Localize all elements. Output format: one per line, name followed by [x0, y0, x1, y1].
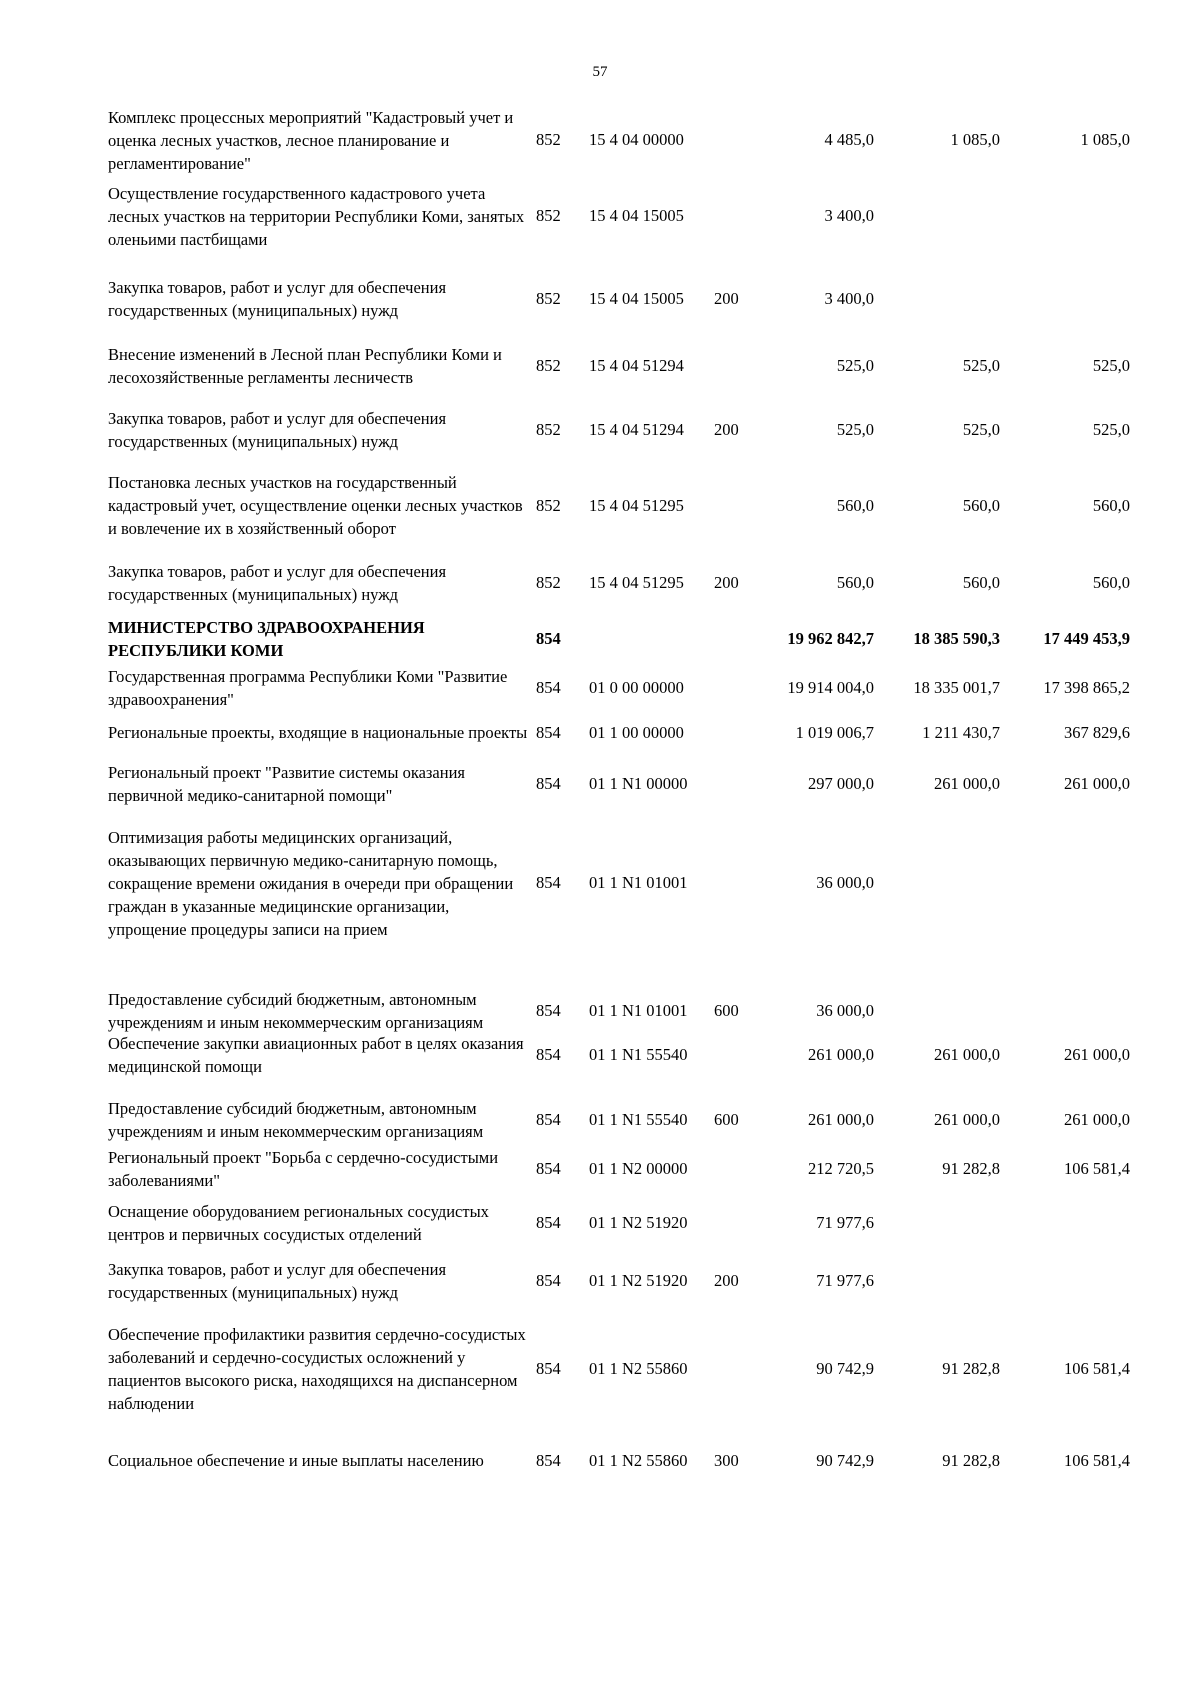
table-row: [0, 760, 1200, 808]
row-amount-year-2: 18 335 001,7: [913, 678, 1000, 697]
row-admin-code: 854: [536, 1159, 561, 1178]
row-admin-code: 852: [536, 206, 561, 225]
row-admin-code: 854: [536, 722, 561, 742]
table-row: [0, 402, 1200, 457]
row-target-code: 15 4 04 51294: [589, 419, 684, 439]
row-name: Постановка лесных участков на государственный кадастровый учет, осуществление оценки лесных участков и вовлечение их в хозяйственный оборот: [108, 473, 523, 538]
row-target-code: 01 1 N1 55540: [589, 1045, 688, 1064]
row-target-code: 15 4 04 51295: [589, 495, 684, 515]
row-target-code: 01 1 N1 55540: [589, 1110, 688, 1129]
row-admin-code: 854: [536, 1270, 561, 1290]
row-amount-year-3: 106 581,4: [1064, 1450, 1130, 1470]
row-target-code: 01 1 N1 01001: [589, 1001, 688, 1020]
table-row: [0, 180, 1200, 252]
table-row: [0, 710, 1200, 755]
table-row: [0, 555, 1200, 610]
row-amount-year-1: 36 000,0: [816, 873, 874, 892]
row-name: Оптимизация работы медицинских организаций, оказывающих первичную медико-санитарную помощь, сокращение времени ожидания в очереди при обращении граждан в указанные медицинские организации, упрощение процедуры записи на прием: [108, 827, 514, 939]
row-amount-year-1: 19 914 004,0: [787, 678, 874, 697]
row-amount-year-2: 91 282,8: [942, 1159, 1000, 1178]
row-amount-year-1: 90 742,9: [816, 1359, 874, 1378]
row-target-code: 15 4 04 00000: [589, 130, 684, 149]
row-amount-year-3: 106 581,4: [1064, 1359, 1130, 1378]
row-admin-code: 854: [536, 873, 561, 892]
row-name: Закупка товаров, работ и услуг для обеспечения государственных (муниципальных) нужд: [108, 561, 447, 604]
row-name: Социальное обеспечение и иные выплаты населению: [108, 1451, 484, 1470]
row-name: Предоставление субсидий бюджетным, автономным учреждениям и иным некоммерческим организациям: [108, 1099, 484, 1141]
row-expense-type: 600: [714, 1001, 739, 1020]
row-target-code: 01 1 N2 55860: [589, 1450, 688, 1470]
row-amount-year-1: 36 000,0: [816, 1001, 874, 1020]
row-name: Предоставление субсидий бюджетным, автономным учреждениям и иным некоммерческим организациям: [108, 990, 484, 1032]
row-amount-year-2: [880, 1255, 1000, 1306]
row-amount-year-2: 560,0: [962, 572, 1000, 592]
row-amount-year-1: 297 000,0: [808, 774, 874, 793]
row-amount-year-2: 560,0: [962, 495, 1000, 515]
row-amount-year-3: 367 829,6: [1064, 722, 1130, 742]
row-amount-year-1: 525,0: [836, 419, 874, 439]
row-amount-year-3: 106 581,4: [1064, 1159, 1130, 1178]
row-amount-year-2: [880, 180, 1000, 252]
row-target-code: 01 1 00 00000: [589, 722, 684, 742]
row-amount-year-2: 1 211 430,7: [922, 722, 1000, 742]
row-admin-code: 852: [536, 495, 561, 515]
row-name: Оснащение оборудованием региональных сосудистых центров и первичных сосудистых отделений: [108, 1202, 489, 1244]
table-row: [0, 270, 1200, 328]
row-admin-code: 852: [536, 572, 561, 592]
row-expense-type: 200: [714, 289, 739, 308]
row-target-code: 15 4 04 51294: [589, 355, 684, 375]
row-amount-year-3: 261 000,0: [1064, 774, 1130, 793]
row-amount-year-3: [1006, 1192, 1130, 1254]
row-amount-year-2: 525,0: [962, 419, 1000, 439]
row-name: Обеспечение закупки авиационных работ в целях оказания медицинской помощи: [108, 1034, 524, 1076]
row-amount-year-3: [1006, 270, 1130, 328]
row-amount-year-1: 1 019 006,7: [795, 722, 874, 742]
row-name: Осуществление государственного кадастрового учета лесных участков на территории Республики Коми, занятых оленьими пастбищами: [108, 183, 525, 249]
table-row: [0, 104, 1200, 176]
row-name: Закупка товаров, работ и услуг для обеспечения государственных (муниципальных) нужд: [108, 278, 447, 320]
row-target-code: 01 1 N2 00000: [589, 1159, 688, 1178]
row-amount-year-3: 1 085,0: [1080, 130, 1130, 149]
row-admin-code: 852: [536, 355, 561, 375]
row-amount-year-3: 560,0: [1092, 572, 1130, 592]
row-amount-year-1: 261 000,0: [808, 1045, 874, 1064]
row-name: Обеспечение профилактики развития сердечно-сосудистых заболеваний и сердечно-сосудистых осложнений у пациентов высокого риска, находящихся на диспансерном наблюдении: [108, 1325, 526, 1413]
row-amount-year-2: 1 085,0: [950, 130, 1000, 149]
row-expense-type: 200: [714, 572, 739, 592]
row-name: Государственная программа Республики Коми "Развитие здравоохранения": [108, 667, 508, 709]
row-name: Закупка товаров, работ и услуг для обеспечения государственных (муниципальных) нужд: [108, 408, 447, 451]
row-amount-year-2: 261 000,0: [934, 1045, 1000, 1064]
row-name: Внесение изменений в Лесной план Республики Коми и лесохозяйственные регламенты лесничеств: [108, 344, 502, 387]
table-row: [0, 1035, 1200, 1075]
row-amount-year-2: 261 000,0: [934, 1110, 1000, 1129]
row-amount-year-1: 19 962 842,7: [787, 629, 874, 648]
row-amount-year-2: 91 282,8: [942, 1359, 1000, 1378]
row-name: МИНИСТЕРСТВО ЗДРАВООХРАНЕНИЯ РЕСПУБЛИКИ КОМИ: [108, 618, 425, 660]
table-row: [0, 665, 1200, 711]
row-expense-type: 200: [714, 419, 739, 439]
row-target-code: 15 4 04 15005: [589, 289, 684, 308]
row-admin-code: 854: [536, 1001, 561, 1020]
row-amount-year-1: 560,0: [836, 495, 874, 515]
page-number: 57: [592, 64, 608, 80]
row-amount-year-3: [1006, 180, 1130, 252]
row-amount-year-1: 261 000,0: [808, 1110, 874, 1129]
row-amount-year-1: 90 742,9: [816, 1450, 874, 1470]
row-admin-code: 854: [536, 629, 561, 648]
row-admin-code: 854: [536, 1110, 561, 1129]
row-target-code: 01 1 N2 51920: [589, 1213, 688, 1232]
row-name: Региональные проекты, входящие в национальные проекты: [108, 723, 528, 742]
row-amount-year-2: 18 385 590,3: [913, 629, 1000, 648]
table-row: [0, 618, 1200, 660]
row-expense-type: 600: [714, 1110, 739, 1129]
table-row: [0, 1088, 1200, 1152]
row-name: Закупка товаров, работ и услуг для обеспечения государственных (муниципальных) нужд: [108, 1259, 447, 1302]
row-amount-year-3: 17 398 865,2: [1043, 678, 1130, 697]
row-target-code: 01 1 N1 00000: [589, 774, 688, 793]
row-target-code: 01 1 N2 51920: [589, 1270, 688, 1290]
row-admin-code: 854: [536, 1359, 561, 1378]
row-target-code: 15 4 04 51295: [589, 572, 684, 592]
row-admin-code: 854: [536, 1045, 561, 1064]
row-amount-year-1: 71 977,6: [816, 1213, 874, 1232]
row-expense-type: 200: [714, 1270, 739, 1290]
row-expense-type: 300: [714, 1450, 739, 1470]
row-name: Региональный проект "Развитие системы оказания первичной медико-санитарной помощи": [108, 763, 466, 805]
row-amount-year-1: 525,0: [836, 355, 874, 375]
table-row: [0, 1147, 1200, 1191]
row-admin-code: 854: [536, 678, 561, 697]
row-admin-code: 854: [536, 774, 561, 793]
row-amount-year-1: 560,0: [836, 572, 874, 592]
row-admin-code: 852: [536, 289, 561, 308]
row-target-code: 15 4 04 15005: [589, 206, 684, 225]
row-admin-code: 854: [536, 1213, 561, 1232]
row-name: Комплекс процессных мероприятий "Кадастровый учет и оценка лесных участков, лесное планирование и регламентирование": [108, 107, 514, 173]
row-target-code: 01 1 N1 01001: [589, 873, 688, 892]
row-admin-code: 854: [536, 1450, 561, 1470]
row-amount-year-1: 4 485,0: [824, 130, 874, 149]
row-amount-year-1: 212 720,5: [808, 1159, 874, 1178]
row-amount-year-3: [1006, 818, 1130, 948]
table-row: [0, 1320, 1200, 1418]
table-row: [0, 1192, 1200, 1254]
row-amount-year-3: 525,0: [1092, 419, 1130, 439]
row-amount-year-3: 17 449 453,9: [1043, 629, 1130, 648]
row-amount-year-3: [1006, 1255, 1130, 1306]
row-target-code: 01 1 N2 55860: [589, 1359, 688, 1378]
row-amount-year-2: 261 000,0: [934, 774, 1000, 793]
table-row: [0, 1433, 1200, 1488]
row-target-code: [589, 618, 714, 660]
table-row: [0, 1255, 1200, 1306]
row-amount-year-3: 560,0: [1092, 495, 1130, 515]
row-amount-year-2: 91 282,8: [942, 1450, 1000, 1470]
row-name: Региональный проект "Борьба с сердечно-сосудистыми заболеваниями": [108, 1148, 499, 1190]
row-amount-year-1: 3 400,0: [824, 206, 874, 225]
table-row: [0, 468, 1200, 543]
row-amount-year-2: [880, 1192, 1000, 1254]
row-amount-year-2: 525,0: [962, 355, 1000, 375]
table-row: [0, 818, 1200, 948]
row-amount-year-3: 261 000,0: [1064, 1045, 1130, 1064]
row-amount-year-3: 261 000,0: [1064, 1110, 1130, 1129]
row-amount-year-2: [880, 270, 1000, 328]
row-amount-year-3: 525,0: [1092, 355, 1130, 375]
row-target-code: 01 0 00 00000: [589, 678, 684, 697]
row-admin-code: 852: [536, 130, 561, 149]
row-amount-year-1: 71 977,6: [816, 1270, 874, 1290]
row-amount-year-1: 3 400,0: [824, 289, 874, 308]
row-amount-year-2: [880, 818, 1000, 948]
table-row: [0, 338, 1200, 393]
row-admin-code: 852: [536, 419, 561, 439]
